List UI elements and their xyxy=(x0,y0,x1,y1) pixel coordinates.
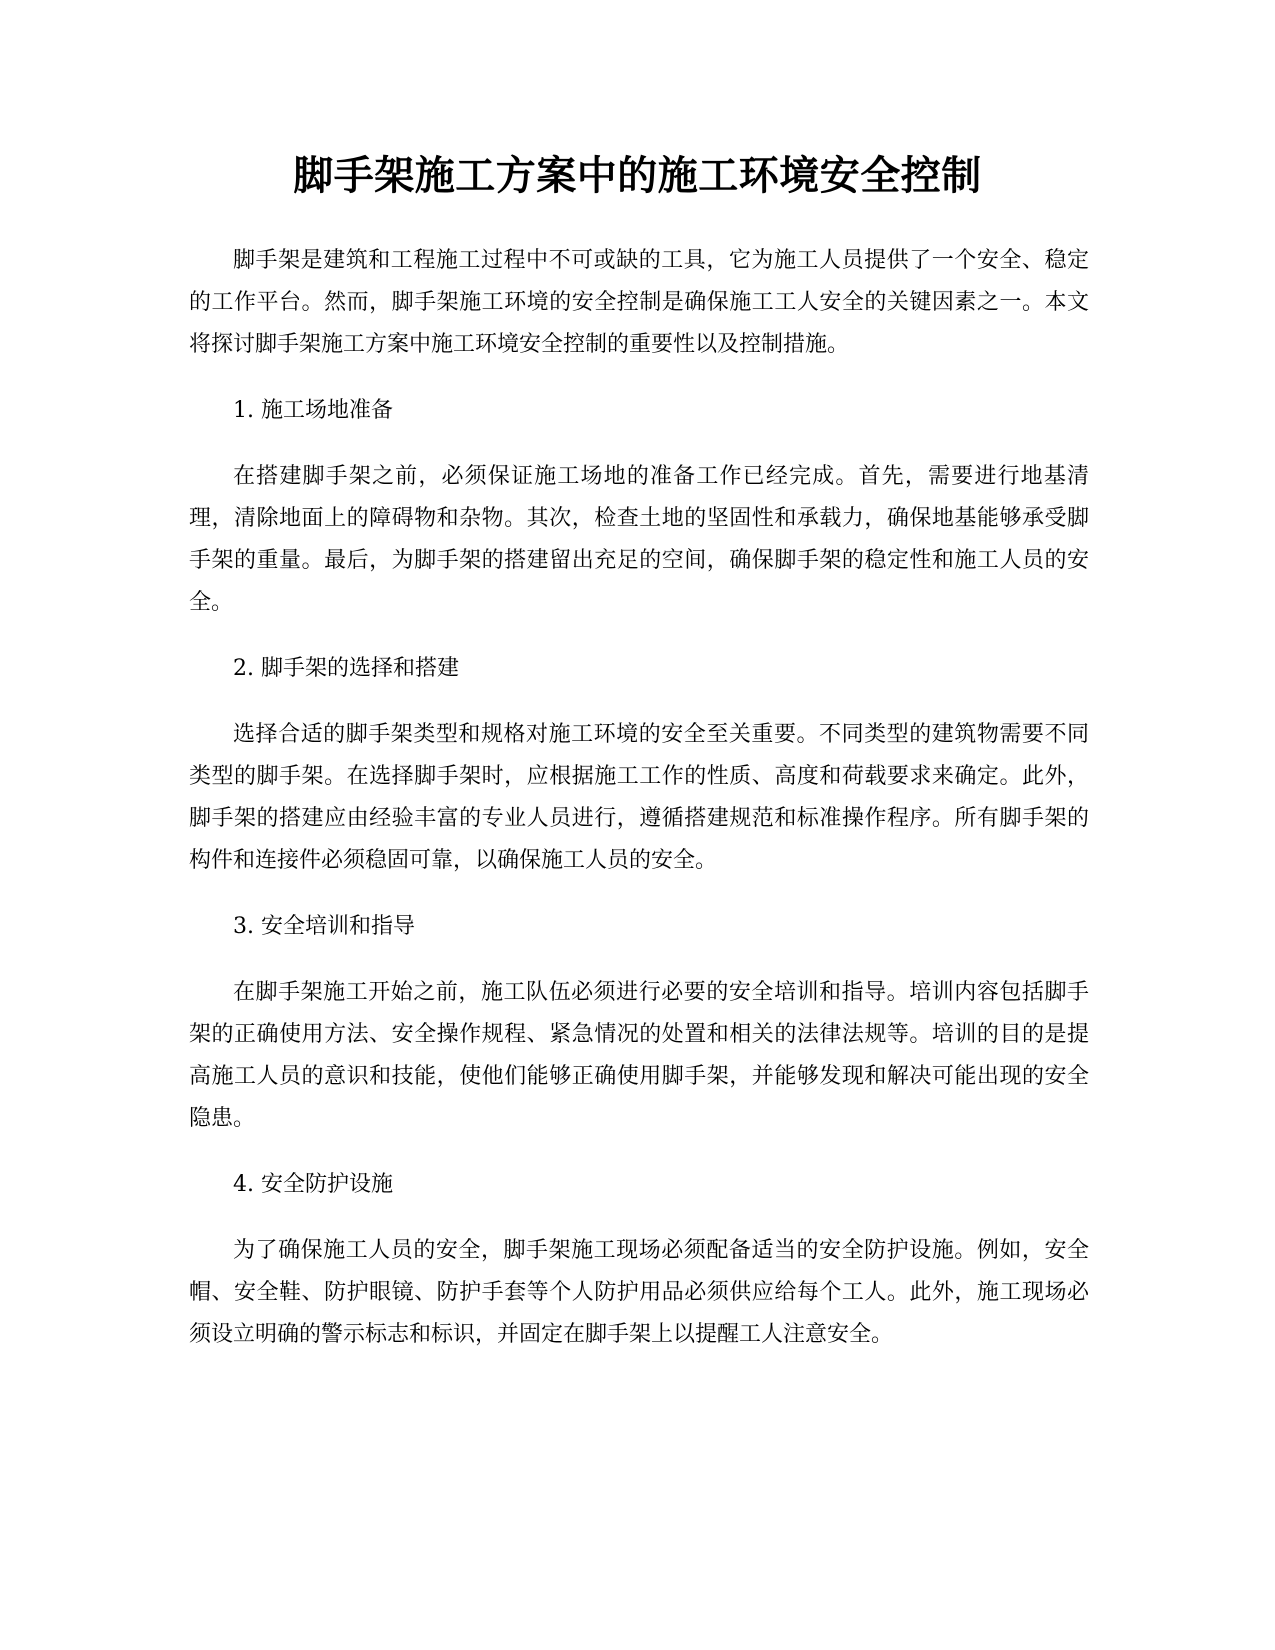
section-heading-2: 2. 脚手架的选择和搭建 xyxy=(233,656,459,681)
section-paragraph-4: 为了确保施工人员的安全，脚手架施工现场必须配备适当的安全防护设施。例如，安全帽、安全鞋、防护眼镜、防护手套等个人防护用品必须供应给每个工人。此外，施工现场必须设立明确的警示标志和标识，并固定在脚手架上以提醒工人注意安全。 xyxy=(189,1238,1089,1347)
section-heading-1: 1. 施工场地准备 xyxy=(233,398,393,423)
section-paragraph-3: 在脚手架施工开始之前，施工队伍必须进行必要的安全培训和指导。培训内容包括脚手架的正确使用方法、安全操作规程、紧急情况的处置和相关的法律法规等。培训的目的是提高施工人员的意识和技能，使他们能够正确使用脚手架，并能够发现和解决可能出现的安全隐患。 xyxy=(189,980,1089,1131)
intro-paragraph: 脚手架是建筑和工程施工过程中不可或缺的工具，它为施工人员提供了一个安全、稳定的工作平台。然而，脚手架施工环境的安全控制是确保施工工人安全的关键因素之一。本文将探讨脚手架施工方案中施工环境安全控制的重要性以及控制措施。 xyxy=(189,248,1089,357)
section-heading-3: 3. 安全培训和指导 xyxy=(233,914,415,939)
section-paragraph-2: 选择合适的脚手架类型和规格对施工环境的安全至关重要。不同类型的建筑物需要不同类型的脚手架。在选择脚手架时，应根据施工工作的性质、高度和荷载要求来确定。此外，脚手架的搭建应由经验丰富的专业人员进行，遵循搭建规范和标准操作程序。所有脚手架的构件和连接件必须稳固可靠，以确保施工人员的安全。 xyxy=(189,722,1089,873)
document-title: 脚手架施工方案中的施工环境安全控制 xyxy=(293,153,982,199)
section-paragraph-1: 在搭建脚手架之前，必须保证施工场地的准备工作已经完成。首先，需要进行地基清理，清除地面上的障碍物和杂物。其次，检查土地的坚固性和承载力，确保地基能够承受脚手架的重量。最后，为脚手架的搭建留出充足的空间，确保脚手架的稳定性和施工人员的安全。 xyxy=(189,464,1089,615)
document-body xyxy=(189,240,1089,1380)
section-heading-4: 4. 安全防护设施 xyxy=(233,1172,393,1197)
